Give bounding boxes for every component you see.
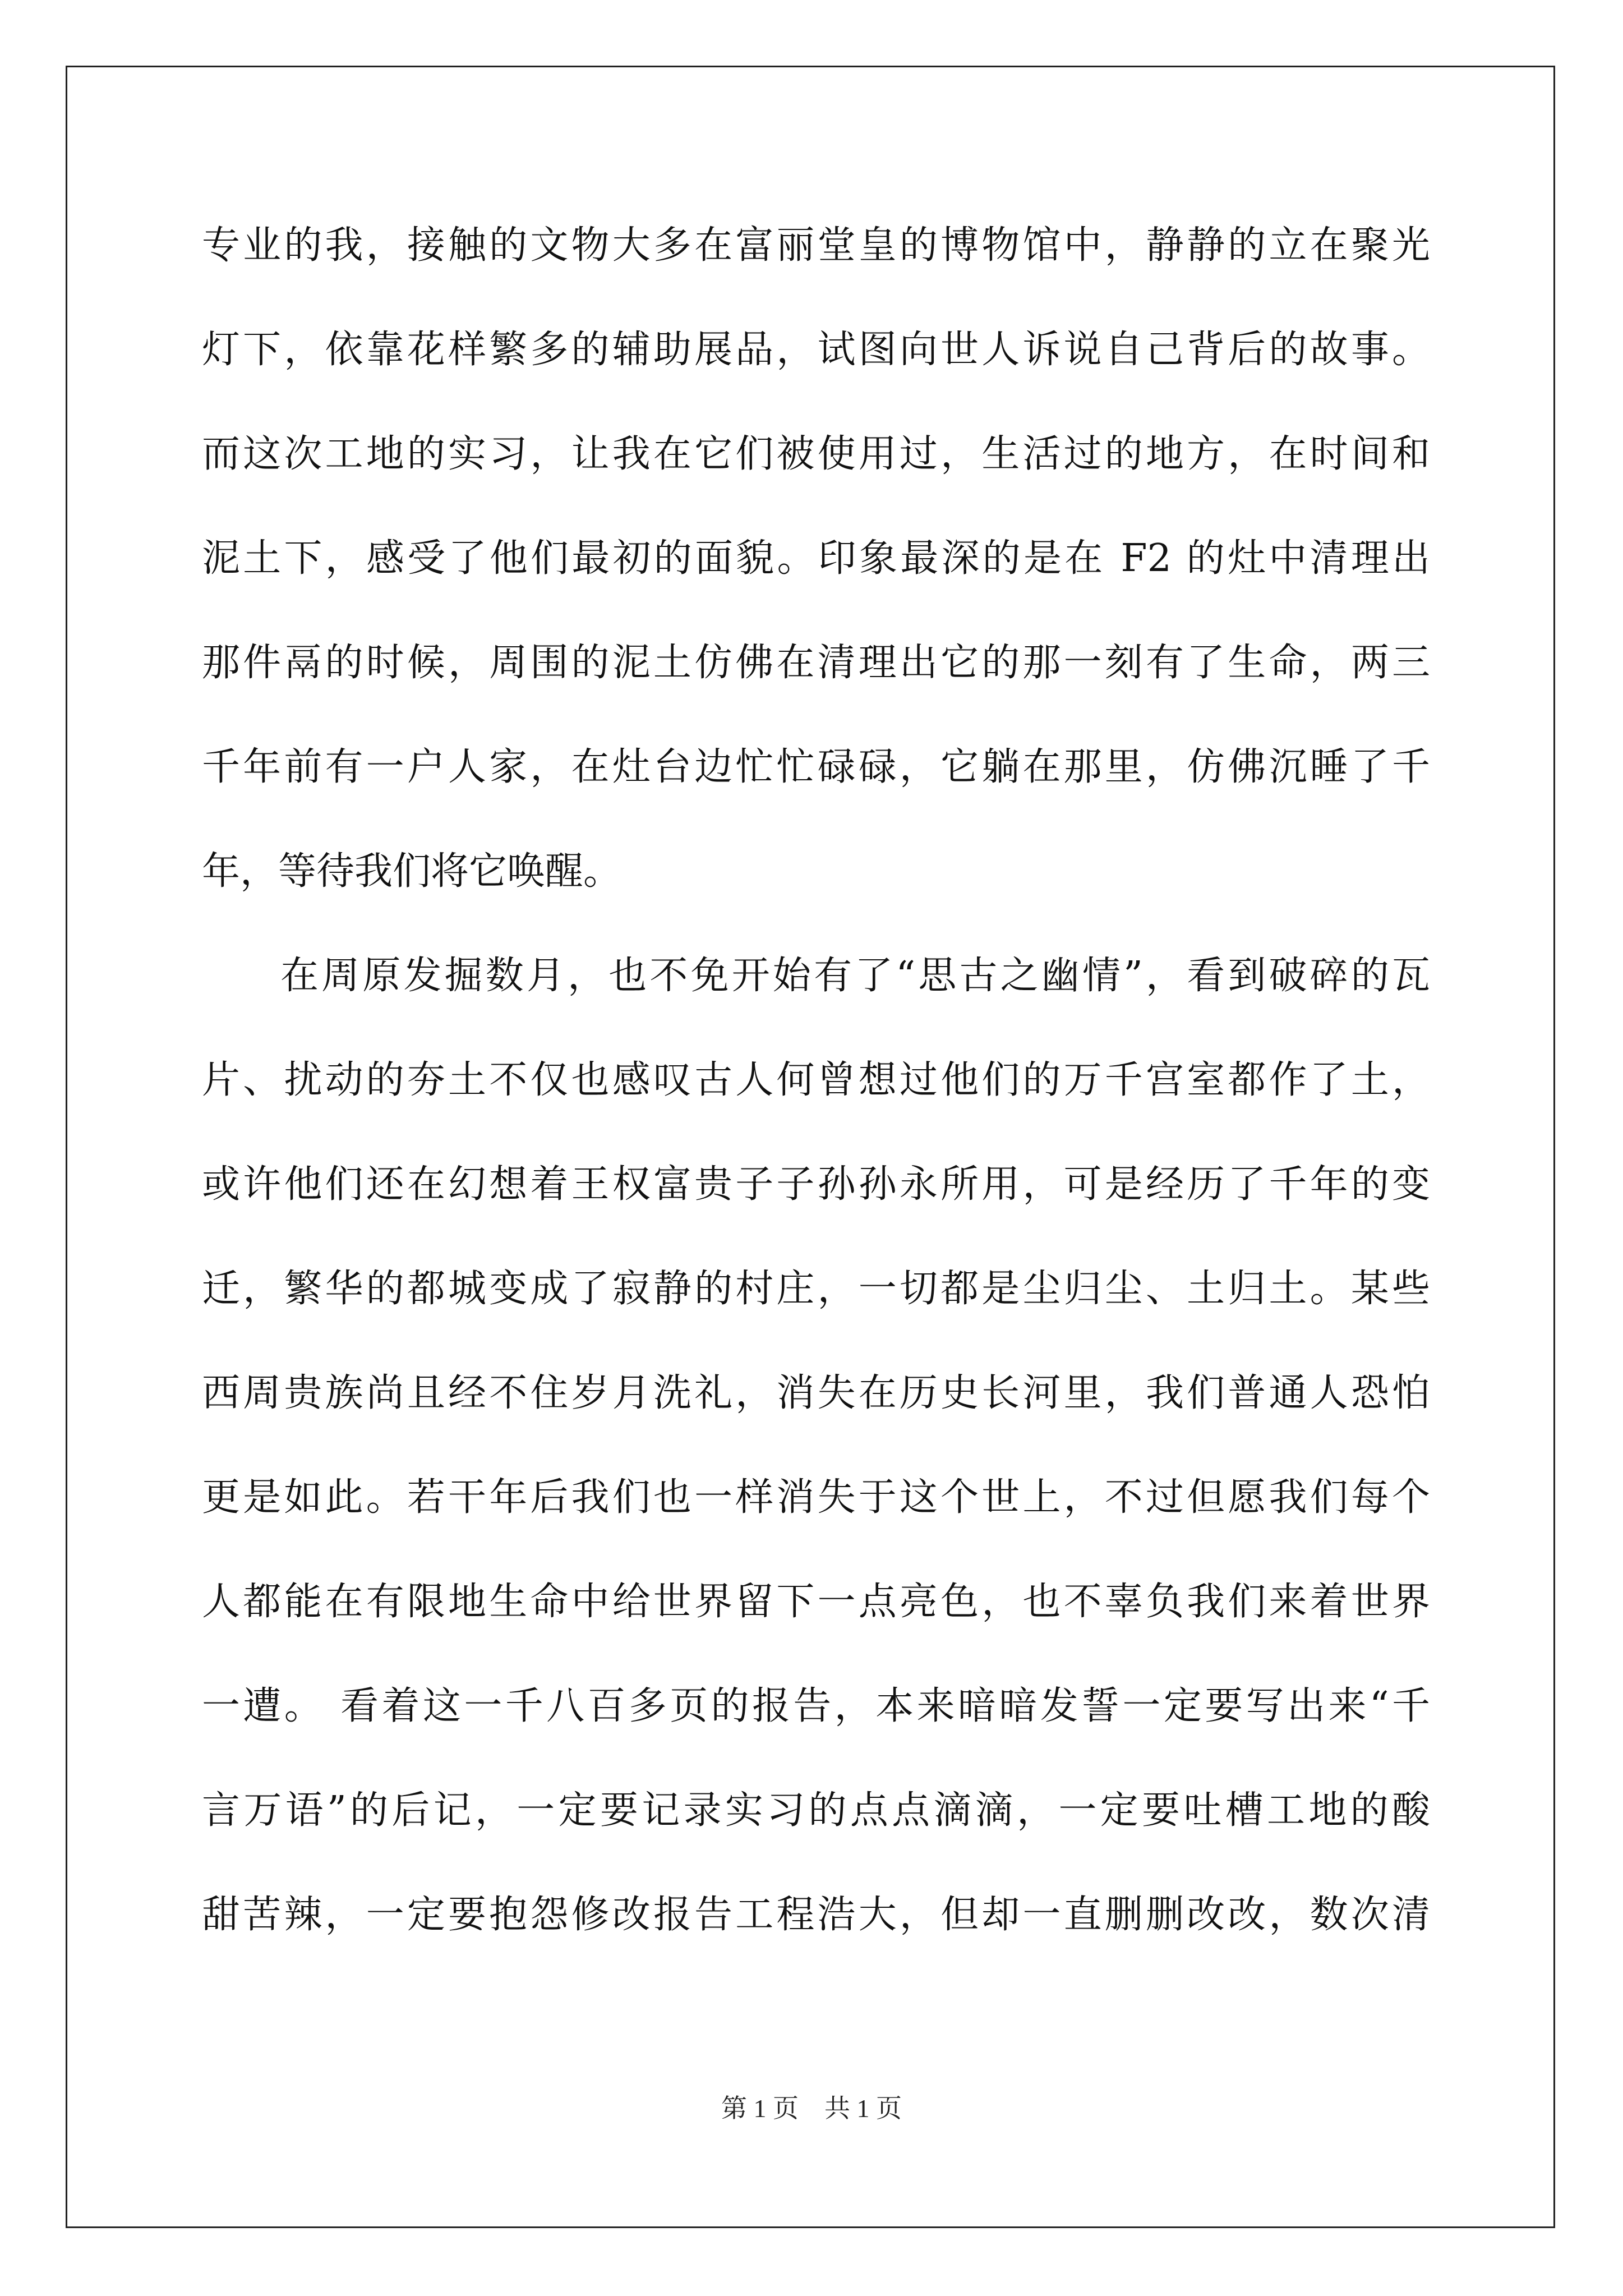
text-line: 更是如此。若干年后我们也一样消失于这个世上，不过但愿我们每个 <box>202 1475 1430 1520</box>
text-line: 一遭。 看着这一千八百多页的报告，本来暗暗发誓一定要写出来“千 <box>202 1684 1430 1728</box>
text-line: 年，等待我们将它唤醒。 <box>202 849 622 894</box>
document-body <box>202 194 1430 1967</box>
text-line: 或许他们还在幻想着王权富贵子子孙孙永所用，可是经历了千年的变 <box>202 1162 1430 1207</box>
text-line: 甜苦辣，一定要抱怨修改报告工程浩大，但却一直删删改改，数次清 <box>202 1893 1430 1937</box>
page-number-footer: 第 1 页 共 1 页 <box>721 2094 902 2123</box>
text-line: 在周原发掘数月，也不免开始有了“思古之幽情”，看到破碎的瓦 <box>280 954 1430 998</box>
text-line: 灯下，依靠花样繁多的辅助展品，试图向世人诉说自己背后的故事。 <box>202 328 1430 372</box>
text-line: 而这次工地的实习，让我在它们被使用过，生活过的地方，在时间和 <box>202 432 1430 476</box>
text-line: 迁，繁华的都城变成了寂静的村庄，一切都是尘归尘、土归土。某些 <box>202 1267 1430 1311</box>
text-line: 专业的我，接触的文物大多在富丽堂皇的博物馆中，静静的立在聚光 <box>202 223 1430 268</box>
text-line: 泥土下，感受了他们最初的面貌。印象最深的是在 F2 的灶中清理出 <box>202 536 1430 581</box>
text-line: 人都能在有限地生命中给世界留下一点亮色，也不辜负我们来着世界 <box>202 1580 1430 1624</box>
text-line: 片、扰动的夯土不仅也感叹古人何曾想过他们的万千宫室都作了土， <box>202 1058 1430 1102</box>
text-line: 西周贵族尚且经不住岁月洗礼，消失在历史长河里，我们普通人恐怕 <box>202 1371 1430 1415</box>
text-line: 言万语”的后记，一定要记录实习的点点滴滴，一定要吐槽工地的酸 <box>202 1788 1430 1833</box>
text-line: 那件鬲的时候，周围的泥土仿佛在清理出它的那一刻有了生命，两三 <box>202 641 1430 685</box>
text-line: 千年前有一户人家，在灶台边忙忙碌碌，它躺在那里，仿佛沉睡了千 <box>202 745 1430 789</box>
